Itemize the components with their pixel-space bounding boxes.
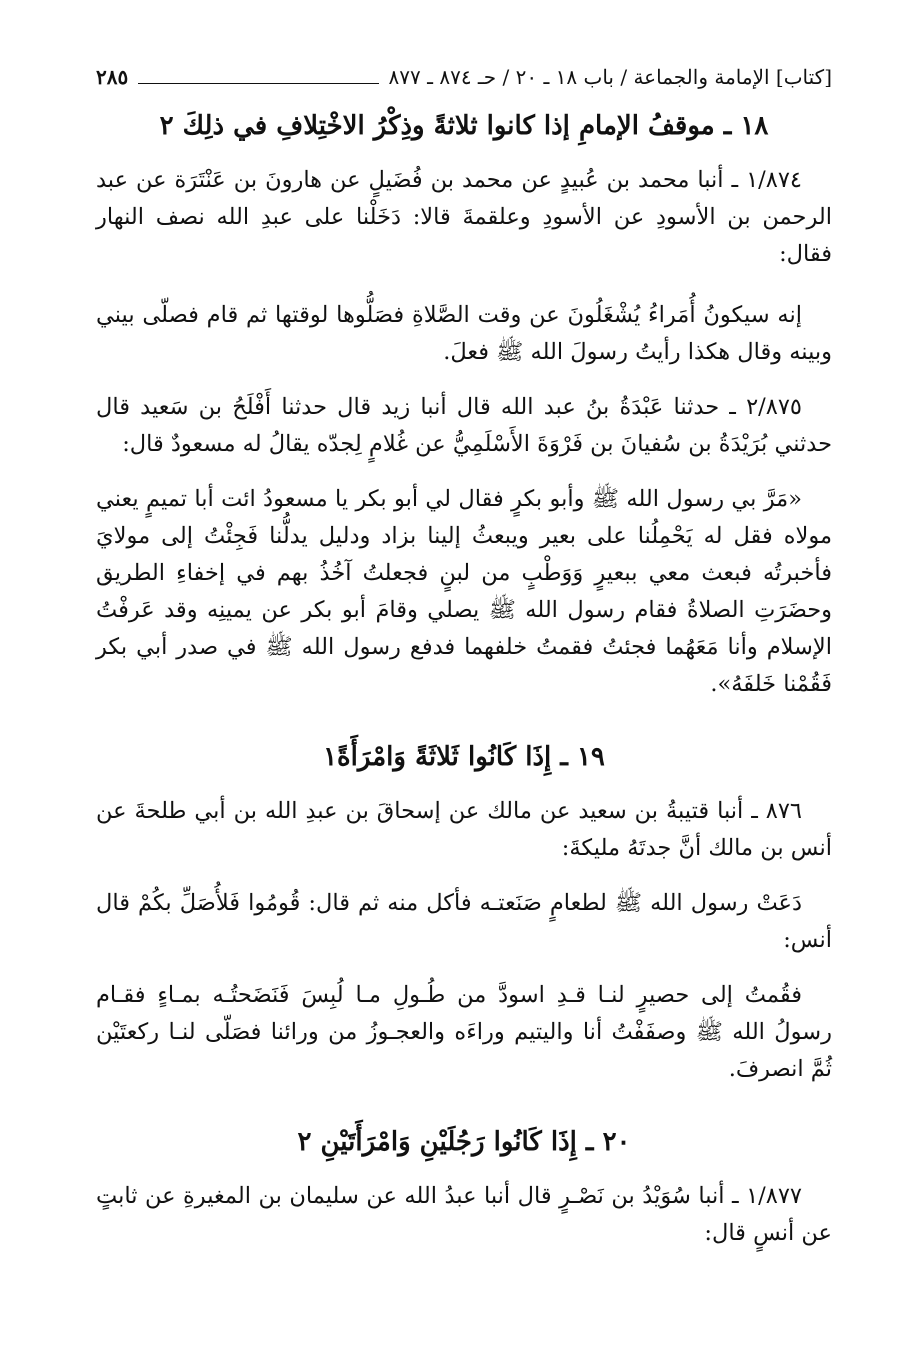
hadith-877-chain: ١/٨٧٧ ـ أنبا سُوَيْدُ بن نَصْـرٍ قال أنبا عبدُ الله عن سليمان بن المغيرةِ عن ثابتٍ عن أنسٍ قال: — [96, 1183, 832, 1246]
hadith-876-text: دَعَتْ رسول الله ﷺ لطعامٍ صَنَعتـه فأكل منه ثم قال: قُومُوا فَلأُصَلِّ بكُمْ قال أنس: — [96, 890, 832, 953]
chapter-heading-20: ٢٠ ـ إِذَا كَانُوا رَجُلَيْنِ وَامْرَأَتَيْنِ ٢ — [297, 1127, 631, 1157]
hadith-874-chain: ١/٨٧٤ ـ أنبا محمد بن عُبيدٍ عن محمد بن فُضَيلٍ عن هارونَ بن عَنْتَرَة عن عبد الرحمن بن الأسودِ عن الأسودِ وعلقمةَ قالا: دَخَلْنا على عبدِ الله نصف النهار فقال: — [96, 167, 832, 267]
chapter-heading-18: ١٨ ـ موقفُ الإمامِ إذا كانوا ثلاثةً وذِكْرُ الاخْتِلافِ في ذلِكَ ٢ — [159, 111, 769, 141]
chapter-heading-19: ١٩ ـ إِذَا كَانُوا ثَلاثَةً وَامْرَأَةً١ — [323, 742, 605, 772]
hadith-875-chain: ٢/٨٧٥ ـ حدثنا عَبْدَةُ بنُ عبد الله قال أنبا زيد قال حدثنا أَفْلَحُ بن سَعيد قال حدثني بُرَيْدَةُ بن سُفيانَ بن فَرْوَةَ الأَسْلَمِيُّ عن غُلامٍ لِجدّه يقالُ له مسعودٌ قال: — [96, 394, 832, 457]
page-number: ٢٨٥ — [96, 65, 129, 89]
hadith-874-text: إنه سيكونُ أُمَراءُ يُشْغَلُونَ عن وقت الصَّلاةِ فصَلُّوها لوقتها ثم قام فصلّى بيني وبينه وقال هكذا رأيتُ رسولَ الله ﷺ فعلَ. — [96, 302, 832, 365]
running-header — [96, 62, 832, 92]
hadith-875-text: «مَرَّ بي رسول الله ﷺ وأبو بكرٍ فقال لي أبو بكر يا مسعودُ ائت أبا تميمٍ يعني مولاه فقل له يَحْمِلُنا على بعير ويبعثُ إلينا بزاد ودليل يدلُّنا فَجِئْتُ إلى مولايَ فأخبرتُه فبعث معي ببعيرٍ وَوَطْبٍ من لبنٍ فجعلتُ آخُذُ بهم في إخفاءِ الطريق وحضَرَتِ الصلاةُ فقام رسول الله ﷺ يصلي وقامَ أبو بكر عن يمينِه وقد عَرفْتُ الإسلام وأنا مَعَهُما فجئتُ فقمتُ خلفهما فدفع رسول الله ﷺ في صدر أبي بكر فَقُمْنا خَلفَهُ». — [96, 486, 832, 697]
running-header-title: [كتاب] الإمامة والجماعة / باب ١٨ ـ ٢٠ / حـ ٨٧٤ ـ ٨٧٧ — [388, 65, 832, 89]
hadith-876-chain: ٨٧٦ ـ أنبا قتيبةُ بن سعيد عن مالك عن إسحاقَ بن عبدِ الله بن أبي طلحةَ عن أنس بن مالك أنَّ جدتَهُ مليكةَ: — [96, 798, 832, 861]
hadith-876-text-continued: فقُمتُ إلى حصيرٍ لنـا قـدِ اسودَّ من طُـولِ مـا لُبِسَ فَنَضَحتُـه بمـاءٍ فقـام رسولُ الله ﷺ وصفَفْتُ أنا واليتيم وراءَه والعجـوزُ من ورائنا فصَلّى لنـا ركعتَيْن ثُمَّ انصرفَ. — [96, 982, 832, 1082]
header-rule — [138, 83, 378, 84]
